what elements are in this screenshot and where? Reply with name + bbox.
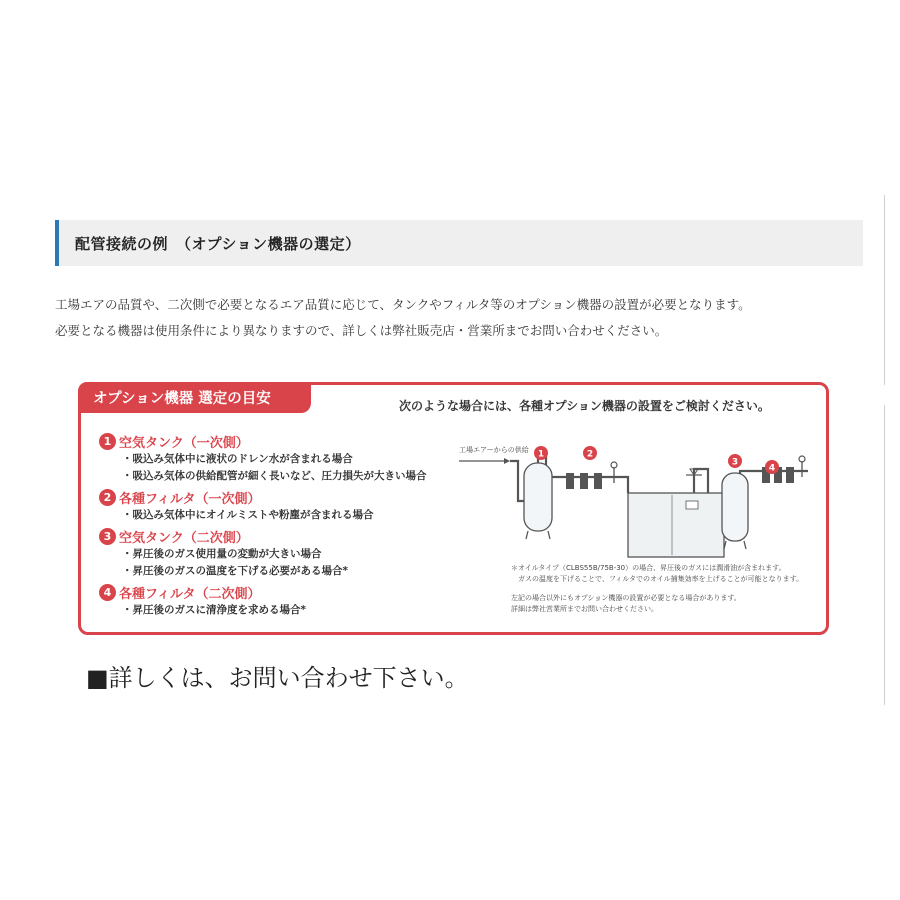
number-badge: 4 <box>99 584 116 601</box>
sidebar-border <box>884 405 885 705</box>
panel-tab-label: オプション機器 選定の目安 <box>78 382 311 413</box>
arrow-head-icon <box>504 458 510 464</box>
option-list <box>99 431 499 621</box>
note-line: 左記の場合以外にもオプション機器の設置が必要となる場合があります。 <box>511 594 741 602</box>
option-item <box>99 526 499 580</box>
panel-lead-text: 次のような場合には、各種オプション機器の設置をご検討ください。 <box>399 399 770 413</box>
diagram-marker <box>534 446 548 460</box>
number-badge: 2 <box>99 489 116 506</box>
air-tank-secondary <box>722 473 748 549</box>
section-heading <box>55 220 863 266</box>
air-tank-primary <box>524 463 552 539</box>
piping-diagram <box>456 443 821 563</box>
filter-set-primary <box>566 462 617 489</box>
option-item <box>99 487 499 524</box>
option-point: ・昇圧後のガスに清浄度を求める場合* <box>122 604 306 616</box>
number-badge: 1 <box>99 433 116 450</box>
intro-line: 必要となる機器は使用条件により異なりますので、詳しくは弊社販売店・営業所までお問い合わせください。 <box>55 323 668 338</box>
option-point: ・昇圧後のガス使用量の変動が大きい場合 <box>122 548 322 560</box>
option-item <box>99 431 499 485</box>
note-line: 詳細は弊社営業所までお問い合わせください。 <box>511 605 658 613</box>
svg-text:4: 4 <box>768 463 776 474</box>
option-point: ・吸込み気体の供給配管が細く長いなど、圧力損失が大きい場合 <box>122 470 427 482</box>
option-title: 各種フィルタ（一次側） <box>119 491 261 507</box>
note-line: ガスの温度を下げることで、フィルタでのオイル捕集効率を上げることが可能となります。 <box>511 575 804 583</box>
option-title: 各種フィルタ（二次側） <box>119 586 261 602</box>
option-guide-panel <box>78 382 829 635</box>
intro-line: 工場エアの品質や、二次側で必要となるエア品質に応じて、タンクやフィルタ等のオプション機器の設置が必要となります。 <box>55 297 751 312</box>
option-point: ・吸込み気体中に液状のドレン水が含まれる場合 <box>122 453 353 465</box>
sidebar-border <box>884 195 885 385</box>
contact-note: ■詳しくは、お問い合わせ下さい。 <box>86 664 469 692</box>
inlet-label: 工場エアーからの供給 <box>459 446 529 454</box>
notes <box>511 563 803 615</box>
diagram-marker <box>583 446 597 460</box>
diagram-marker <box>728 454 742 468</box>
booster-compressor <box>628 469 724 557</box>
diagram-marker <box>765 460 779 474</box>
option-point: ・昇圧後のガスの温度を下げる必要がある場合* <box>122 565 348 577</box>
section-title: 配管接続の例 （オプション機器の選定） <box>75 234 361 253</box>
number-badge: 3 <box>99 528 116 545</box>
option-item <box>99 582 499 619</box>
svg-text:3: 3 <box>731 457 739 468</box>
option-title: 空気タンク（一次側） <box>119 435 249 451</box>
svg-text:2: 2 <box>586 449 594 460</box>
intro-text <box>55 292 875 344</box>
note-line: ＊オイルタイプ（CLBS55B/75B-30）の場合、昇圧後のガスには潤滑油が含まれます。 <box>511 564 786 572</box>
svg-text:1: 1 <box>537 449 545 460</box>
option-point: ・吸込み気体中にオイルミストや粉塵が含まれる場合 <box>122 509 374 521</box>
option-title: 空気タンク（二次側） <box>119 530 249 546</box>
